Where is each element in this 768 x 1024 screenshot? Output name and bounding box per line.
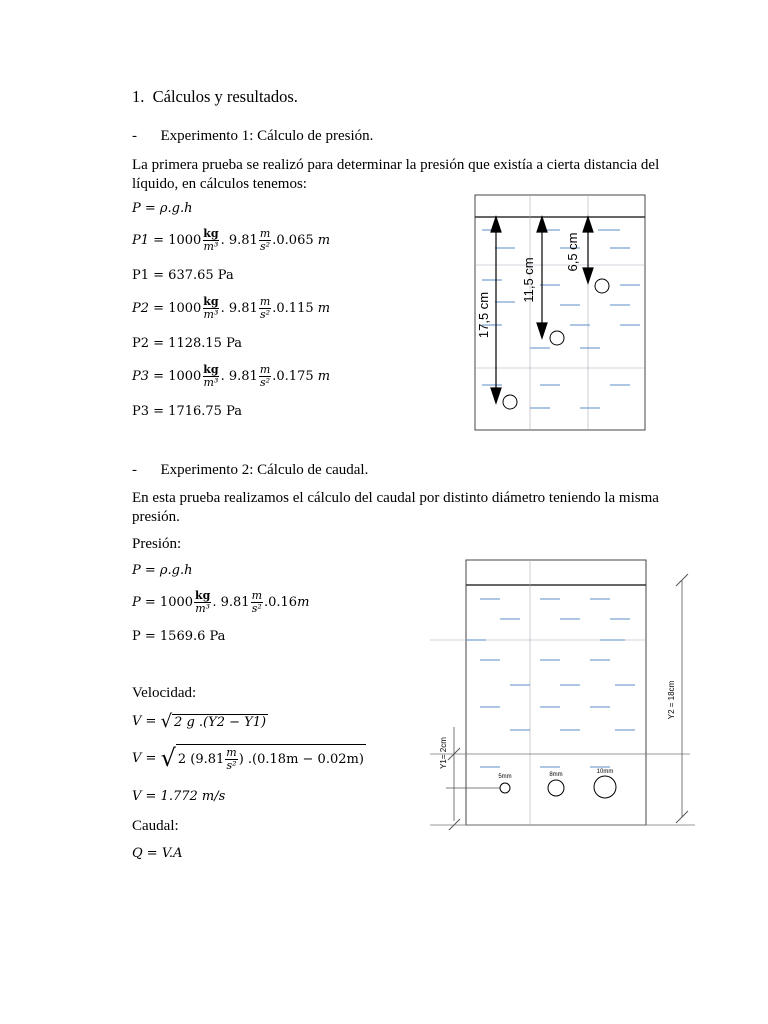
v-formula: V = √ 2 g .(Y2 − Y1) bbox=[132, 711, 267, 732]
p2-result: P2 = 1128.15 Pa bbox=[132, 336, 242, 351]
hole-10mm-label: 10mm bbox=[596, 769, 614, 775]
bullet-dash: - bbox=[132, 128, 137, 144]
exp2-p-formula: P = ρ.g.h bbox=[132, 563, 193, 578]
orifice-1 bbox=[595, 279, 609, 293]
orifice-2 bbox=[550, 331, 564, 345]
p1-result: P1 = 637.65 Pa bbox=[132, 268, 234, 283]
v-calc: V = √ 2 (9.81 $\frac{m}{\text{s²}}$ ) .(0.18m − 0.02m) bbox=[132, 744, 364, 772]
v-result: V = 1.772 m/s bbox=[132, 789, 226, 804]
section-heading bbox=[132, 87, 298, 106]
p2-equation: P2 = 1000 $\frac{kg}{\text{m³}}$ . 9.81 $\frac{m}{\text{s²}}$ .0.115 m bbox=[132, 295, 331, 321]
hole-5mm-label: 5mm bbox=[498, 774, 512, 780]
p3-equation: P3 = 1000 $\frac{kg}{\text{m³}}$ . 9.81 $\frac{m}{\text{s²}}$ .0.175 m bbox=[132, 363, 331, 389]
label-17-5: 17,5 cm bbox=[476, 291, 491, 339]
exp2-heading bbox=[132, 461, 368, 480]
exp2-paragraph: En esta prueba realizamos el cálculo del caudal por distinto diámetro teniendo la misma presión. bbox=[132, 490, 659, 525]
exp1-title: Experimento 1: Cálculo de presión. bbox=[160, 128, 374, 144]
section-number: 1. bbox=[132, 87, 145, 106]
exp2-p-result: P = 1569.6 Pa bbox=[132, 629, 226, 644]
hole-5mm bbox=[500, 783, 510, 793]
tank-flow-diagram bbox=[430, 555, 700, 830]
y2-label: Y2 = 18cm bbox=[667, 680, 676, 720]
label-11-5: 11,5 cm bbox=[521, 257, 536, 303]
exp1-heading bbox=[132, 127, 373, 146]
section-title: Cálculos y resultados. bbox=[152, 87, 298, 106]
label-6-5: 6,5 cm bbox=[565, 232, 580, 272]
presion-label: Presión: bbox=[132, 536, 182, 552]
exp1-paragraph: La primera prueba se realizó para determinar la presión que existía a cierta distancia del líquido, en cálculos tenemos: bbox=[132, 157, 660, 192]
water-dashes bbox=[466, 599, 635, 767]
hole-8mm-label: 8mm bbox=[549, 772, 563, 778]
velocidad-label: Velocidad: bbox=[132, 685, 197, 701]
exp2-title: Experimento 2: Cálculo de caudal. bbox=[160, 462, 369, 478]
bullet-dash: - bbox=[132, 462, 137, 478]
exp2-p-equation: P = 1000 $\frac{kg}{\text{m³}}$ . 9.81 $\frac{m}{\text{s²}}$ .0.16 m bbox=[132, 589, 310, 615]
hole-8mm bbox=[548, 780, 564, 796]
q-formula: Q = V.A bbox=[132, 846, 183, 861]
orifice-3 bbox=[503, 395, 517, 409]
water-dashes bbox=[482, 230, 640, 408]
tank-pressure-diagram bbox=[470, 190, 650, 435]
p3-result: P3 = 1716.75 Pa bbox=[132, 404, 242, 419]
hole-10mm bbox=[594, 776, 616, 798]
y1-label: Y1= 2cm bbox=[439, 737, 448, 769]
p1-equation: P1 = 1000 $\frac{kg}{\text{m³}}$ . 9.81 $\frac{m}{\text{s²}}$ .0.065 m bbox=[132, 227, 331, 253]
caudal-label: Caudal: bbox=[132, 818, 179, 834]
exp1-formula: P = ρ.g.h bbox=[132, 201, 193, 216]
